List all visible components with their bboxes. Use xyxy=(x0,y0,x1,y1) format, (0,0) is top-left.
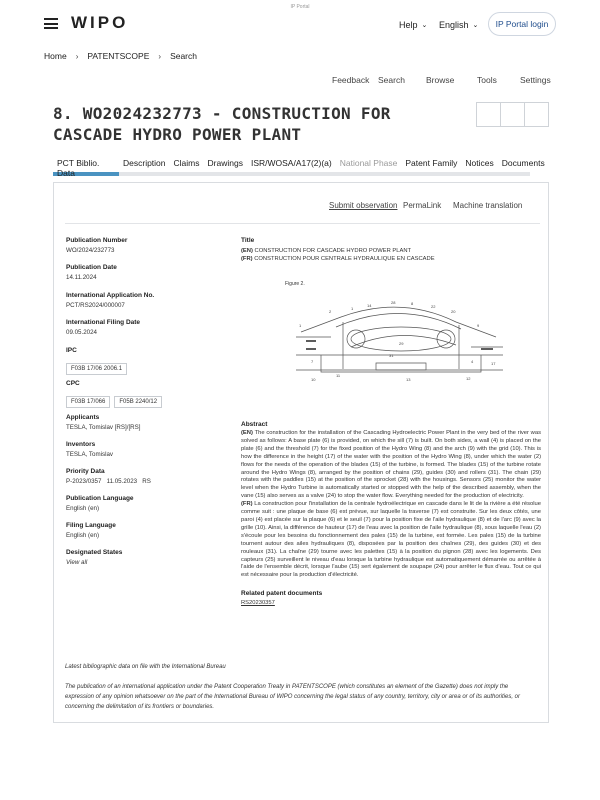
svg-text:7: 7 xyxy=(311,359,314,364)
publication-date-label: Publication Date xyxy=(66,264,117,271)
toolbar-search[interactable]: Search xyxy=(378,75,405,85)
applicants-label: Applicants xyxy=(66,414,100,421)
toolbar-nav xyxy=(0,75,600,87)
tab-description[interactable]: Description xyxy=(123,158,166,168)
svg-text:28: 28 xyxy=(391,300,396,305)
svg-text:20: 20 xyxy=(451,309,456,314)
wipo-logo[interactable]: WIPO xyxy=(71,13,129,32)
biblio-card xyxy=(53,182,549,723)
title-label: Title xyxy=(241,237,255,244)
application-number-label: International Application No. xyxy=(66,292,155,299)
svg-text:10: 10 xyxy=(311,377,316,382)
toolbar-browse[interactable]: Browse xyxy=(426,75,455,85)
inventors-label: Inventors xyxy=(66,441,96,448)
tab-drawings[interactable]: Drawings xyxy=(207,158,243,168)
tab-isr-wosa[interactable]: ISR/WOSA/A17(2)(a) xyxy=(250,158,332,168)
tab-pct-biblio-data[interactable]: PCT Biblio. Data xyxy=(53,158,119,176)
publication-number-value: WO/2024/232773 xyxy=(66,247,115,254)
divider xyxy=(65,223,540,224)
chevron-down-icon: ⌄ xyxy=(421,22,428,29)
share-button[interactable] xyxy=(500,102,525,127)
abstract-en-tag: (EN) xyxy=(241,430,253,436)
breadcrumb xyxy=(44,51,197,61)
title-en: CONSTRUCTION FOR CASCADE HYDRO POWER PLANT xyxy=(254,248,412,254)
svg-text:29: 29 xyxy=(399,341,404,346)
svg-text:17: 17 xyxy=(491,361,496,366)
abstract-fr: La construction pour l'installation de la centrale hydroélectrique en cascade dans le lit de la rivière a été résolue comme suit : une plaque de base (6) est prévue, sur laquelle la traverse (7) est construite. Sur les deux côtés, une paroi (4) est placée sur la plaque (6) et le seuil (7) pour la position fixe de l'aile hydraulique (8) et de l'arc (9) avec la grille (10). Ainsi, la différence de hauteur (17) de l'eau avec la position de l'aile hydraulique (8), sous laquelle l'eau (2) s'écoule pour les besoins du fonctionnement des pales (15) de la turbine, est formée. Les pales (15) de la turbine tournent autour des ailes hydrauliques (8), disposées par la position des chaînes (29), des guides (30) et des rouleaux (31). La chaîne (29) tourne avec les palettes (15) à la position du pignon (28) avec les logements. Des capteurs (25) surveillent le niveau d'eau lorsque la turbine hydraulique est automatiquement démarrée ou arrêtée à l'aide de l'ensemble décrit, lorsque l'aube (15) sert également de soupape (24) pour arrêter le flux d'eau. Tout ce qui est nécessaire pour la production d'électricité. xyxy=(241,501,541,579)
permalink-link[interactable]: PermaLink xyxy=(403,201,442,210)
tab-patent-family[interactable]: Patent Family xyxy=(405,158,458,168)
patent-drawing[interactable] xyxy=(281,277,511,402)
patent-drawing-figure xyxy=(281,277,511,402)
filing-language-value: English (en) xyxy=(66,532,100,539)
submit-observation-link[interactable]: Submit observation xyxy=(329,201,398,210)
abstract-en: The construction for the installation of the Cascading Hydroelectric Power Plant in the very bed of the river was solved as follows: A base plate (6) is provided, on which the sill (7) is built. On both sides, a wall (4) is placed on the plate (6) and the threshold (7) for the fixed position of the Hydro Wing (8) and the arch (9) with the grid (10). This is how the difference in the height (17) of the water with the position of the Hydro Wing (8), under which the water (2) flows for the needs of the operation of the blades (15) of the turbine, is formed. The blades (15) of the turbine rotate around the Hydro Wings (8), arranged by the position of chains (29), guides (30) and rollers (31). The chain (29) rotates with the paddles (15) at the position of the sprocket (28) with the housings. Sensors (25) monitor the water level when the Hydro Turbine is automatically started or stopped with the help of the described assembly, when the vane (15) also serves as a valve (24) to stop the water flow. Everything needed for the production of electricity. xyxy=(241,430,541,500)
abstract-fr-tag: (FR) xyxy=(241,501,253,508)
disclaimer: The publication of an international application under the Patent Cooperation Treaty in PATENTSCOPE (which constitutes an element of the Gazette) does not imply the expression of any opinion whatsoever on the part of the International Bureau of WIPO concerning the legal status of any country, territory, city or area or of its authorities, or concerning the delimitation of its frontiers or boundaries. xyxy=(65,684,521,710)
top-label: IP Portal xyxy=(290,4,310,10)
cpc-chip[interactable]: F05B 2240/12 xyxy=(114,396,162,408)
tab-claims[interactable]: Claims xyxy=(173,158,200,168)
priority-label: Priority Data xyxy=(66,468,105,475)
toolbar-feedback[interactable]: Feedback xyxy=(332,75,370,85)
related-patent-link[interactable]: RS20230357 xyxy=(241,600,275,607)
applicants-value: TESLA, Tomislav [RS]/[RS] xyxy=(66,424,141,431)
toolbar-tools[interactable]: Tools xyxy=(477,75,497,85)
chevron-down-icon: ⌄ xyxy=(472,22,479,29)
breadcrumb-home[interactable]: Home xyxy=(44,51,67,61)
tab-documents[interactable]: Documents xyxy=(501,158,545,168)
language-label: English xyxy=(439,20,469,30)
priority-value: P-2023/0357 11.05.2023 RS xyxy=(66,478,151,485)
filing-language-label: Filing Language xyxy=(66,522,116,529)
svg-text:1: 1 xyxy=(351,306,354,311)
svg-text:2: 2 xyxy=(329,309,332,314)
breadcrumb-search[interactable]: Search xyxy=(170,51,197,61)
figure-label: Figure 2. xyxy=(285,281,305,287)
filing-date-label: International Filing Date xyxy=(66,319,141,326)
chevron-right-icon: › xyxy=(158,51,162,61)
page-title: 8. WO2024232773 - CONSTRUCTION FOR CASCADE HYDRO POWER PLANT xyxy=(53,104,391,144)
more-actions-button[interactable] xyxy=(524,102,549,127)
designated-states-label: Designated States xyxy=(66,549,123,556)
inventors-value: TESLA, Tomislav xyxy=(66,451,113,458)
language-menu[interactable] xyxy=(439,20,478,30)
latest-data-note: Latest bibliographic data on file with the International Bureau xyxy=(65,664,226,670)
svg-text:12: 12 xyxy=(466,376,471,381)
title-en-tag: (EN) xyxy=(241,248,253,254)
abstract-label: Abstract xyxy=(241,421,268,428)
help-label: Help xyxy=(399,20,418,30)
toolbar-settings[interactable]: Settings xyxy=(520,75,551,85)
help-menu[interactable] xyxy=(399,20,427,30)
svg-text:13: 13 xyxy=(406,377,411,382)
chevron-right-icon: › xyxy=(75,51,79,61)
tab-notices[interactable]: Notices xyxy=(465,158,494,168)
download-button[interactable] xyxy=(476,102,501,127)
svg-text:4: 4 xyxy=(471,359,474,364)
related-patents-label: Related patent documents xyxy=(241,590,323,598)
svg-text:14: 14 xyxy=(367,303,372,308)
svg-text:31: 31 xyxy=(389,353,394,358)
hamburger-menu-icon[interactable] xyxy=(44,18,58,29)
title-fr-tag: (FR) xyxy=(241,256,253,262)
svg-text:9: 9 xyxy=(477,323,480,328)
svg-text:8: 8 xyxy=(411,301,414,306)
svg-text:1: 1 xyxy=(299,323,302,328)
tab-bar xyxy=(53,158,549,176)
application-number-value: PCT/RS2024/000007 xyxy=(66,302,125,309)
svg-text:22: 22 xyxy=(431,304,436,309)
machine-translation-link[interactable]: Machine translation xyxy=(453,201,523,210)
title-action-group xyxy=(476,102,548,127)
publication-date-value: 14.11.2024 xyxy=(66,274,97,281)
ipc-chip[interactable]: F03B 17/06 2006.1 xyxy=(66,363,127,375)
cpc-chip[interactable]: F03B 17/066 xyxy=(66,396,110,408)
svg-text:11: 11 xyxy=(336,373,341,378)
view-all-link[interactable]: View all xyxy=(66,559,88,566)
ip-portal-login-button[interactable]: IP Portal login xyxy=(488,12,556,36)
publication-language-value: English (en) xyxy=(66,505,100,512)
filing-date-value: 09.05.2024 xyxy=(66,329,97,336)
publication-number-label: Publication Number xyxy=(66,237,128,244)
cpc-label: CPC xyxy=(66,380,80,387)
title-fr: CONSTRUCTION POUR CENTRALE HYDRAULIQUE EN CASCADE xyxy=(254,256,435,262)
title-and-abstract xyxy=(241,237,541,607)
breadcrumb-patentscope[interactable]: PATENTSCOPE xyxy=(87,51,150,61)
tab-national-phase: National Phase xyxy=(339,158,398,168)
ipc-label: IPC xyxy=(66,347,77,354)
publication-language-label: Publication Language xyxy=(66,495,134,502)
